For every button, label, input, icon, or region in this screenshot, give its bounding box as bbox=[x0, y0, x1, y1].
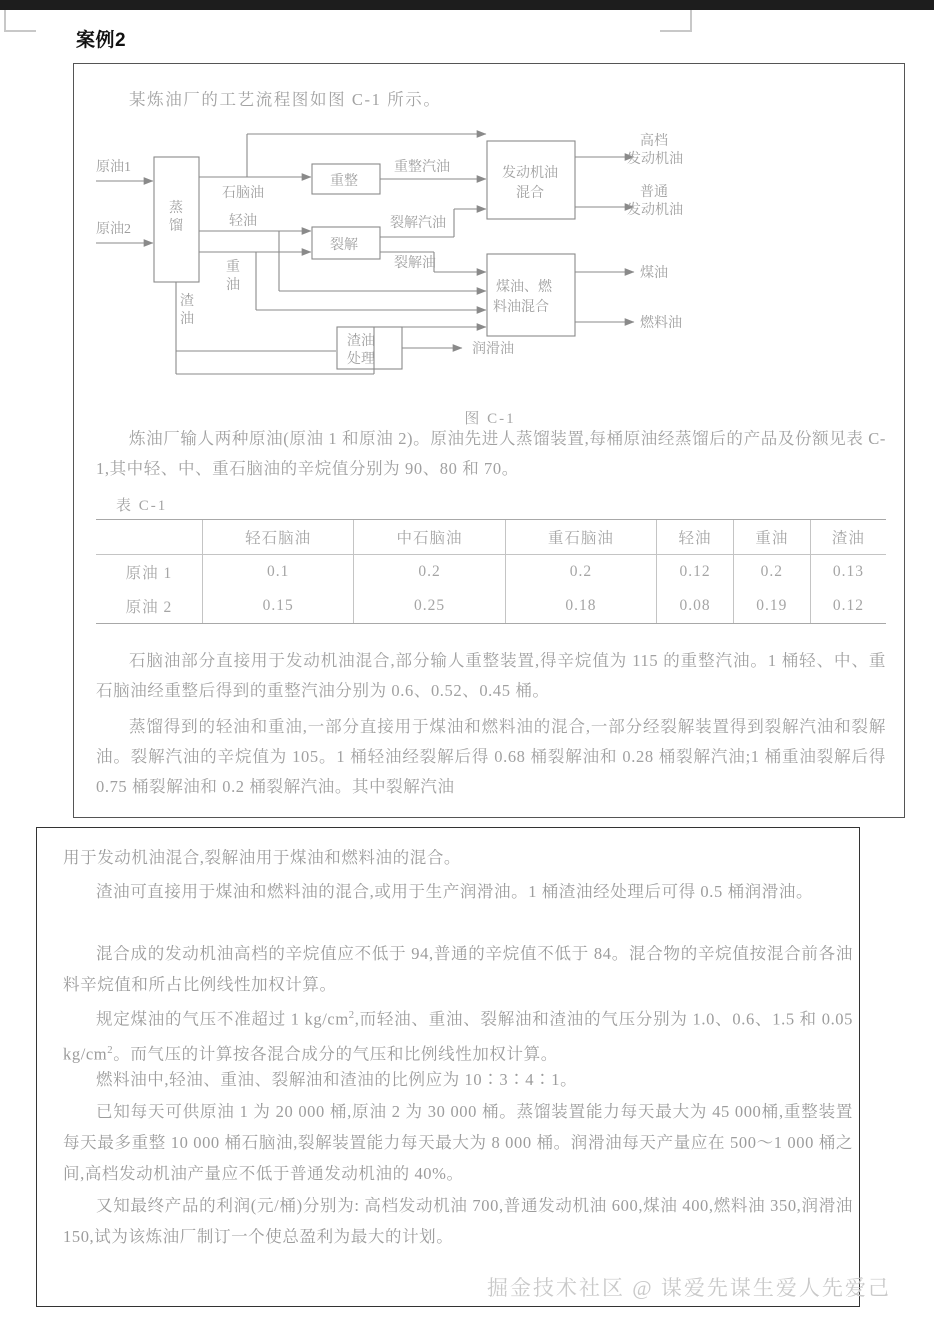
paragraph-residue-oil: 渣油可直接用于煤油和燃料油的混合,或用于生产润滑油。1 桶渣油经处理后可得 0.5 桶润滑油。 bbox=[96, 882, 814, 901]
diagram-stream-crackoil: 裂解油 bbox=[394, 256, 436, 271]
table-header-cell: 重油 bbox=[733, 520, 810, 555]
table-cell: 0.2 bbox=[505, 555, 656, 590]
diagram-label-crude1: 原油1 bbox=[96, 160, 131, 175]
page-title: 案例2 bbox=[76, 30, 127, 51]
paragraph-1: 炼油厂输人两种原油(原油 1 和原油 2)。原油先进人蒸馏装置,每桶原油经蒸馏后的产品及份额见表 C-1,其中轻、中、重石脑油的辛烷值分别为 90、80 和 70。 bbox=[96, 429, 886, 478]
table-cell: 0.18 bbox=[505, 589, 656, 624]
table-cell: 0.13 bbox=[810, 555, 886, 590]
intro-sentence: 某炼油厂的工艺流程图如图 C-1 所示。 bbox=[129, 90, 442, 109]
diagram-node-residue-2: 处理 bbox=[347, 352, 375, 367]
table-header-cell: 轻油 bbox=[657, 520, 734, 555]
pressure-text-b: ,而轻油、重油、裂解油和渣油的气压分别为 1.0、0.6、1.5 和 0.05 kg/cm bbox=[63, 1009, 853, 1063]
paragraph-3: 蒸馏得到的轻油和重油,一部分直接用于煤油和燃料油的混合,一部分经裂解装置得到裂解汽油和裂解油。裂解汽油的辛烷值为 105。1 桶轻油经裂解后得 0.68 桶裂解油和 0.28 桶裂解汽油;1 桶重油裂解后得 0.75 桶裂解油和 0.2 桶裂解汽油。其中裂解汽油 bbox=[96, 717, 886, 796]
paragraph-continuation: 用于发动机油混合,裂解油用于煤油和燃料油的混合。 bbox=[63, 848, 462, 867]
diagram-stream-lightoil: 轻油 bbox=[229, 214, 257, 229]
diagram-label-crude2: 原油2 bbox=[96, 222, 131, 237]
document-block-upper bbox=[73, 63, 905, 818]
table-header-cell: 渣油 bbox=[810, 520, 886, 555]
table-cell: 0.1 bbox=[202, 555, 353, 590]
table-cell: 0.12 bbox=[657, 555, 734, 590]
diagram-output-normal-1: 普通 bbox=[640, 185, 668, 200]
paragraph-capacity: 已知每天可供原油 1 为 20 000 桶,原油 2 为 30 000 桶。蒸馏装置能力每天最大为 45 000桶,重整装置每天最多重整 10 000 桶石脑油,裂解装置能力每天最大为 8 000 桶。润滑油每天产量应在 500～1 000 桶之间,高档发动机油产量应不低于普通发动机油的 40%。 bbox=[63, 1102, 853, 1183]
diagram-node-enginemix-2: 混合 bbox=[516, 186, 544, 201]
paragraph-profit: 又知最终产品的利润(元/桶)分别为: 高档发动机油 700,普通发动机油 600,煤油 400,燃料油 350,润滑油 150,试为该炼油厂制订一个使总盈利为最大的计划。 bbox=[63, 1196, 853, 1246]
pressure-sup-1: 2 bbox=[348, 1009, 355, 1021]
diagram-node-kfmix-1: 煤油、燃 bbox=[496, 280, 552, 295]
table-C1 bbox=[96, 519, 886, 624]
pressure-text-c: 。而气压的计算按各混合成分的气压和比例线性加权计算。 bbox=[113, 1044, 558, 1063]
crop-mark-top-right bbox=[660, 10, 692, 32]
pressure-sup-2: 2 bbox=[107, 1043, 114, 1056]
top-black-bar bbox=[0, 0, 934, 10]
pressure-text-a: 规定煤油的气压不准超过 1 kg/cm bbox=[96, 1009, 349, 1029]
table-cell: 0.19 bbox=[733, 589, 810, 624]
table-row bbox=[96, 589, 886, 624]
crop-mark-top-left bbox=[4, 10, 36, 32]
diagram-stream-naphtha: 石脑油 bbox=[222, 186, 264, 201]
table-header-row bbox=[96, 520, 886, 555]
table-cell: 0.2 bbox=[354, 555, 505, 590]
table-caption: 表 C-1 bbox=[116, 498, 168, 514]
table-row bbox=[96, 555, 886, 590]
paragraph-pressure bbox=[63, 1000, 853, 1069]
diagram-stream-heavyoil-1: 重 bbox=[226, 260, 240, 275]
table-row-label: 原油 1 bbox=[125, 565, 173, 582]
diagram-output-normal-2: 发动机油 bbox=[627, 203, 683, 218]
process-flow-diagram bbox=[74, 119, 906, 409]
table-row-label: 原油 2 bbox=[96, 589, 202, 624]
table-header-cell: 中石脑油 bbox=[354, 520, 505, 555]
diagram-stream-crackgas: 裂解汽油 bbox=[390, 216, 446, 231]
document-block-lower bbox=[36, 827, 860, 1307]
table-cell: 0.15 bbox=[202, 589, 353, 624]
table-header-cell: 重石脑油 bbox=[505, 520, 656, 555]
diagram-output-high-2: 发动机油 bbox=[627, 152, 683, 167]
diagram-stream-residue-1: 渣 bbox=[180, 294, 194, 309]
table-header-cell: 轻石脑油 bbox=[202, 520, 353, 555]
diagram-output-high-1: 高档 bbox=[640, 134, 668, 149]
figure-caption: 图 C-1 bbox=[464, 411, 516, 427]
table-cell: 0.25 bbox=[354, 589, 505, 624]
table-cell: 0.12 bbox=[810, 589, 886, 624]
paragraph-octane: 混合成的发动机油高档的辛烷值应不低于 94,普通的辛烷值不低于 84。混合物的辛烷值按混合前各油料辛烷值和所占比例线性加权计算。 bbox=[63, 944, 853, 994]
diagram-stream-reformgas: 重整汽油 bbox=[394, 160, 450, 175]
paragraph-fueloil-ratio: 燃料油中,轻油、重油、裂解油和渣油的比例应为 10∶3∶4∶1。 bbox=[96, 1070, 578, 1089]
diagram-node-enginemix-1: 发动机油 bbox=[502, 166, 558, 181]
diagram-node-kfmix-2: 料油混合 bbox=[493, 300, 549, 315]
diagram-node-crack: 裂解 bbox=[330, 238, 358, 253]
paragraph-2: 石脑油部分直接用于发动机油混合,部分输人重整装置,得辛烷值为 115 的重整汽油。1 桶轻、中、重石脑油经重整后得到的重整汽油分别为 0.6、0.52、0.45 桶。 bbox=[96, 651, 886, 700]
diagram-output-kerosene: 煤油 bbox=[640, 266, 668, 281]
diagram-node-residue-1: 渣油 bbox=[347, 334, 375, 349]
table-cell: 0.2 bbox=[733, 555, 810, 590]
diagram-stream-heavyoil-2: 油 bbox=[226, 278, 240, 293]
diagram-node-distill-1: 蒸 bbox=[169, 201, 183, 216]
watermark: 掘金技术社区 @ 谋爱先谋生爱人先爱己 bbox=[487, 1276, 891, 1300]
diagram-output-fueloil: 燃料油 bbox=[640, 316, 682, 331]
diagram-stream-lube: 润滑油 bbox=[472, 342, 514, 357]
table-cell: 0.08 bbox=[657, 589, 734, 624]
diagram-node-reform: 重整 bbox=[330, 174, 358, 189]
table-header-cell bbox=[96, 520, 202, 555]
diagram-stream-residue-2: 油 bbox=[180, 312, 194, 327]
diagram-node-distill-2: 馏 bbox=[169, 219, 183, 234]
